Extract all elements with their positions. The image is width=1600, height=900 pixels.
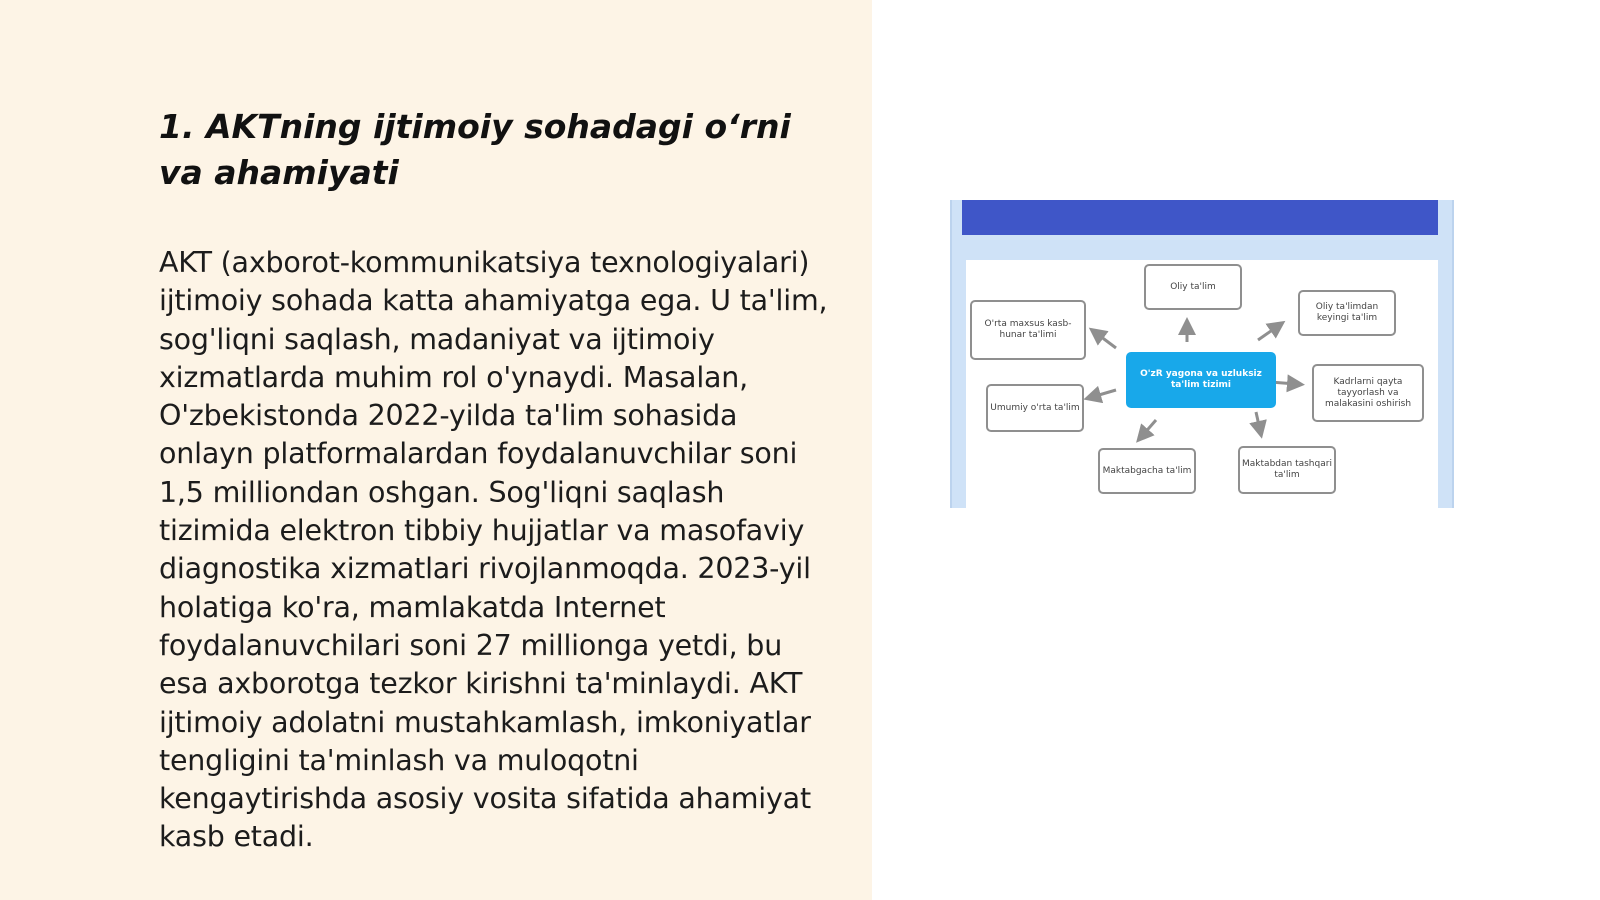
node-maktabgacha: Maktabgacha ta'lim [1098, 448, 1196, 494]
arrow-to-oliydan-keyingi [1258, 326, 1278, 340]
slide-title: 1. AKTning ijtimoiy sohadagi o‘rni va ahamiyati [159, 107, 791, 192]
node-umumiy-orta: Umumiy o'rta ta'lim [986, 384, 1084, 432]
node-maktabdan-tashqari: Maktabdan tashqari ta'lim [1238, 446, 1336, 494]
node-oliy-talim: Oliy ta'lim [1144, 264, 1242, 310]
education-system-diagram [950, 200, 1454, 508]
node-uzluksiz-talim: O'zR yagona va uzluksiz ta'lim tizimi [1126, 352, 1276, 408]
node-kadrlar: Kadrlarni qayta tayyorlash va malakasini oshirish [1312, 364, 1424, 422]
arrow-to-maktabgacha [1142, 420, 1156, 436]
node-oliydan-keyingi: Oliy ta'limdan keyingi ta'lim [1298, 290, 1396, 336]
arrow-to-maktabdan [1256, 412, 1260, 430]
node-orta-maxsus: O'rta maxsus kasb-hunar ta'limi [970, 300, 1086, 360]
slide-body-text: AKT (axborot-kommunikatsiya texnologiyalari) ijtimoiy sohada katta ahamiyatga ega. U ta'lim, sog'liqni saqlash, madaniyat va ijtimoiy xizmatlarda muhim rol o'ynaydi. Masalan, O'zbekistonda 2022-yilda ta'lim sohasida onlayn platformalardan foydalanuvchilar soni 1,5 milliondan oshgan. Sog'liqni saqlash tizimida elektron tibbiy hujjatlar va masofaviy diagnostika xizmatlari rivojlanmoqda. 2023-yil holatiga ko'ra, mamlakatda Internet foydalanuvchilari soni 27 millionga yetdi, bu esa axborotga tezkor kirishni ta'minlaydi. AKT ijtimoiy adolatni mustahkamlash, imkoniyatlar tengligini ta'minlash va muloqotni kengaytirishda asosiy vosita sifatida ahamiyat kasb etadi. [159, 246, 828, 854]
diagram-canvas [966, 260, 1438, 508]
arrow-to-orta-maxsus [1096, 333, 1116, 348]
arrow-to-umumiy [1092, 390, 1116, 397]
diagram-header-bar [962, 200, 1438, 235]
